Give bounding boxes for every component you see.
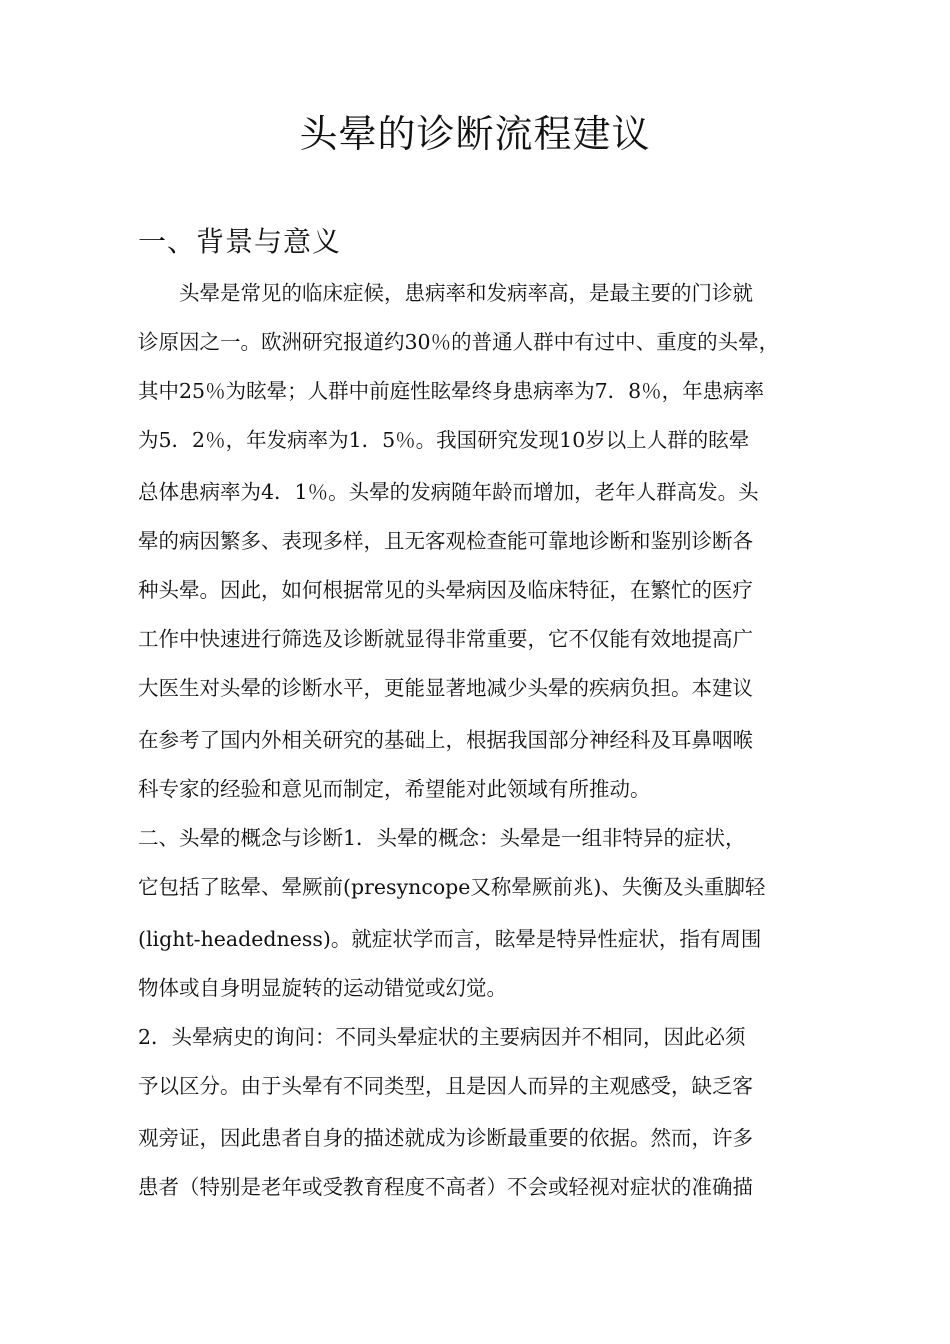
body-line: 为5．2％，年发病率为1．5％。我国研究发现10岁以上人群的眩晕	[138, 428, 750, 452]
body-line: 种头晕。因此，如何根据常见的头晕病因及临床特征，在繁忙的医疗	[138, 578, 753, 602]
body-line: 总体患病率为4．1％。头晕的发病随年龄而增加，老年人群高发。头	[138, 480, 759, 504]
section-heading: 一、背景与意义	[138, 225, 342, 258]
body-line: 观旁证，因此患者自身的描述就成为诊断最重要的依据。然而，许多	[138, 1126, 753, 1150]
body-line: 它包括了眩晕、晕厥前(presyncope又称晕厥前兆)、失衡及头重脚轻	[138, 875, 766, 899]
body-line: 头晕是常见的临床症候，患病率和发病率高，是最主要的门诊就	[138, 281, 753, 305]
body-line: 二、头晕的概念与诊断1．头晕的概念：头晕是一组非特异的症状，	[138, 826, 746, 850]
body-line: 工作中快速进行筛选及诊断就显得非常重要，它不仅能有效地提高广	[138, 627, 753, 651]
body-line: 晕的病因繁多、表现多样，且无客观检查能可靠地诊断和鉴别诊断各	[138, 529, 753, 553]
document-title: 头晕的诊断流程建议	[299, 112, 651, 156]
body-line: 大医生对头晕的诊断水平，更能显著地减少头晕的疾病负担。本建议	[138, 676, 753, 700]
body-line: 物体或自身明显旋转的运动错觉或幻觉。	[138, 976, 507, 1000]
body-line: 予以区分。由于头晕有不同类型，且是因人而异的主观感受，缺乏客	[138, 1074, 753, 1098]
body-line: 在参考了国内外相关研究的基础上，根据我国部分神经科及耳鼻咽喉	[138, 728, 753, 752]
body-line: 其中25％为眩晕；人群中前庭性眩晕终身患病率为7．8％，年患病率	[138, 379, 765, 403]
body-line: 诊原因之一。欧洲研究报道约30％的普通人群中有过中、重度的头晕，	[138, 330, 780, 354]
body-line: 2．头晕病史的询问：不同头晕症状的主要病因并不相同，因此必须	[138, 1025, 746, 1049]
body-line: 科专家的经验和意见而制定，希望能对此领域有所推动。	[138, 777, 651, 801]
body-line: 患者（特别是老年或受教育程度不高者）不会或轻视对症状的准确描	[138, 1175, 753, 1199]
body-line: (light-headedness)。就症状学而言，眩晕是特异性症状，指有周围	[138, 927, 762, 951]
